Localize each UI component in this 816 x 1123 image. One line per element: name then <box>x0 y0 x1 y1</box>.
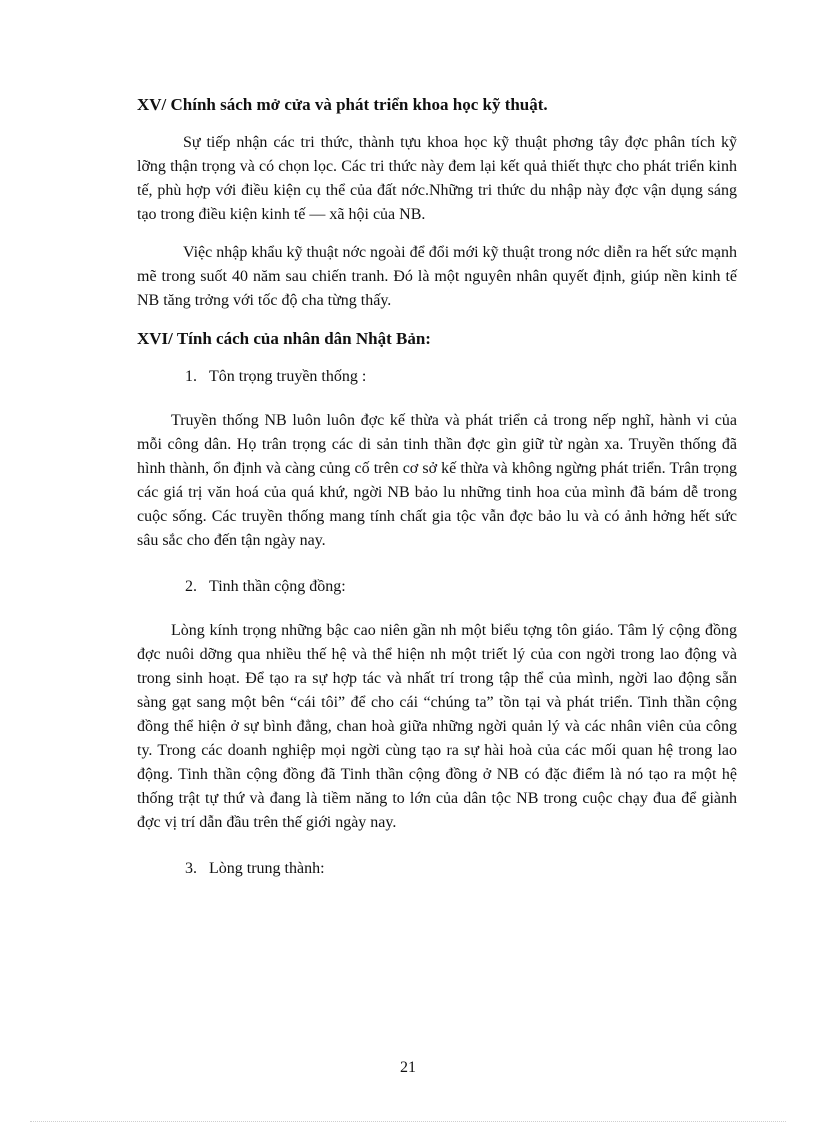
list-title-1: Tôn trọng truyền thống : <box>209 368 367 385</box>
list-title-3: Lòng trung thành: <box>209 860 325 877</box>
section-heading-xv: XV/ Chính sách mở cửa và phát triển khoa học kỹ thuật. <box>137 95 548 114</box>
list-item-3 <box>137 857 737 881</box>
list-number-1: 1. <box>185 368 197 385</box>
list-title-2: Tinh thần cộng đồng: <box>209 578 346 595</box>
paragraph-tradition: Truyền thống NB luôn luôn đợc kế thừa và phát triển cả trong nếp nghĩ, hành vi của mỗi công dân. Họ trân trọng các di sản tinh thần đợc gìn giữ từ ngàn xa. Truyền thống đã hình thành, ổn định và càng củng cố trên cơ sở kế thừa và không ngừng phát triển. Trân trọng các giá trị văn hoá của quá khứ, ngời NB bảo lu những tinh hoa của mình đã bám dễ trong cuộc sống. Các truyền thống mang tính chất gia tộc vẫn đợc bảo lu và có ảnh hởng hết sức sâu sắc cho đến tận ngày nay. <box>137 412 737 549</box>
list-number-2: 2. <box>185 578 197 595</box>
paragraph-community: Lòng kính trọng những bậc cao niên gần nh một biểu tợng tôn giáo. Tâm lý cộng đồng đợc nuôi dỡng qua nhiều thế hệ và thể hiện nh một triết lý của con ngời trong lao động và trong sinh hoạt. Để tạo ra sự hợp tác và nhất trí trong tập thể của mình, ngời lao động sẵn sàng gạt sang một bên “cái tôi” để cho cái “chúng ta” tồn tại và phát triển. Tinh thần cộng đồng thể hiện ở sự bình đẳng, chan hoà giữa những ngời quản lý và các nhân viên của công ty. Trong các doanh nghiệp mọi ngời cùng tạo ra sự hài hoà của các mối quan hệ trong lao động. Tinh thần cộng đồng đã Tinh thần cộng đồng ở NB có đặc điểm là nó tạo ra một hệ thống trật tự thứ và đang là tiềm năng to lớn của dân tộc NB trong cuộc chạy đua để giành đợc vị trí dẫn đầu trên thế giới ngày nay. <box>137 622 737 831</box>
section-heading-xvi: XVI/ Tính cách của nhân dân Nhật Bản: <box>137 329 431 348</box>
paragraph-xv-1: Sự tiếp nhận các tri thức, thành tựu khoa học kỹ thuật phơng tây đợc phân tích kỹ lỡng thận trọng và có chọn lọc. Các tri thức này đem lại kết quả thiết thực cho phát triển kinh tế, phù hợp với điều kiện cụ thể của đất nớc.Những tri thức du nhập này đợc vận dụng sáng tạo trong điều kiện kinh tế — xã hội của NB. <box>137 134 737 223</box>
page-number: 21 <box>400 1059 416 1076</box>
list-item-2 <box>137 575 737 599</box>
page-content <box>137 93 737 901</box>
page-bottom-divider <box>30 1121 786 1122</box>
paragraph-xv-2: Việc nhập khẩu kỹ thuật nớc ngoài để đổi mới kỹ thuật trong nớc diễn ra hết sức mạnh mẽ trong suốt 40 năm sau chiến tranh. Đó là một nguyên nhân quyết định, giúp nền kinh tế NB tăng trởng với tốc độ cha từng thấy. <box>137 244 737 309</box>
list-number-3: 3. <box>185 860 197 877</box>
list-item-1 <box>137 365 737 389</box>
